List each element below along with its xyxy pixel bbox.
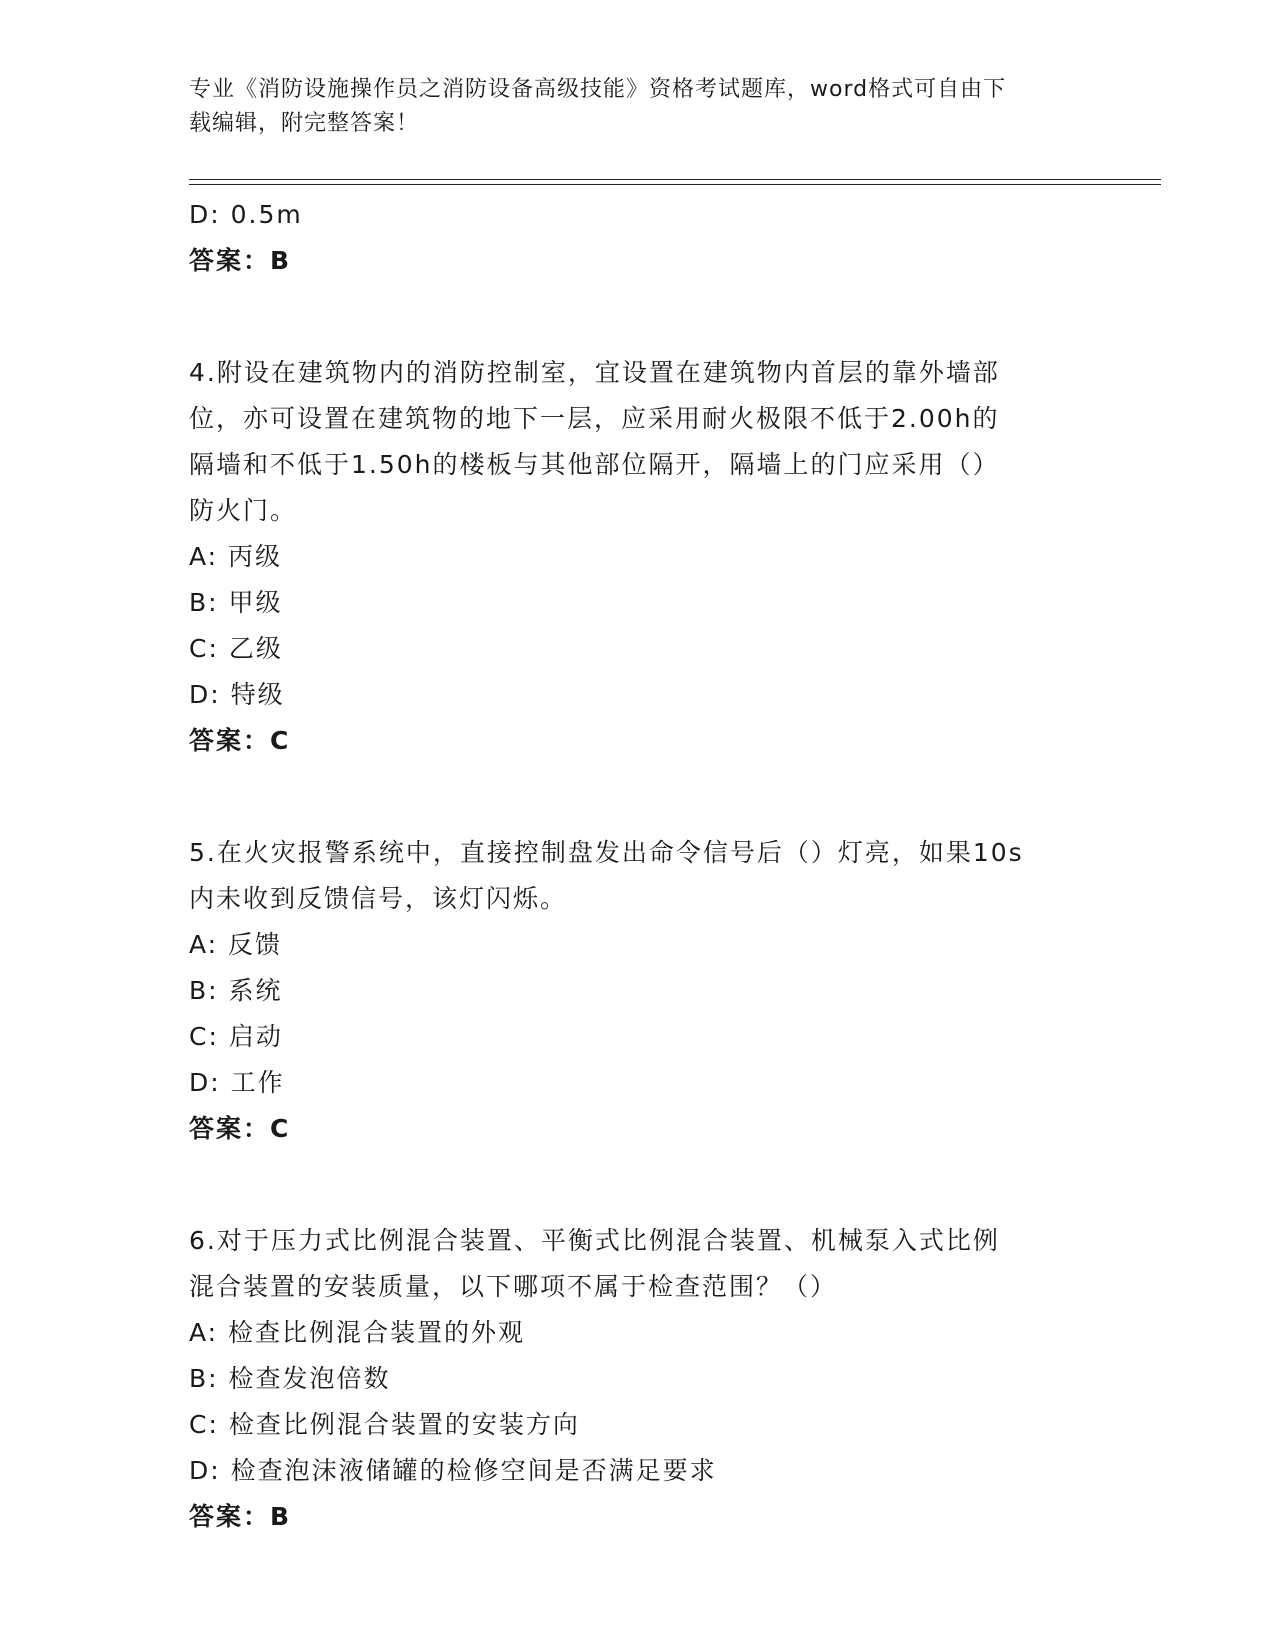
q3-option-d: D: 0.5m [189, 200, 303, 229]
q3-answer: 答案：B [189, 246, 292, 275]
question-6-text-line-1: 6.对于压力式比例混合装置、平衡式比例混合装置、机械泵入式比例 [189, 1226, 1000, 1255]
question-5-answer: 答案：C [189, 1114, 291, 1143]
question-5-option-d: D: 工作 [189, 1068, 285, 1097]
question-4-text-line-3: 隔墙和不低于1.50h的楼板与其他部位隔开，隔墙上的门应采用（） [189, 450, 1000, 479]
question-6-option-c: C: 检查比例混合装置的安装方向 [189, 1410, 580, 1439]
question-4-option-d: D: 特级 [189, 680, 285, 709]
question-4-text-line-4: 防火门。 [189, 496, 298, 525]
question-4-text-line-2: 位，亦可设置在建筑物的地下一层，应采用耐火极限不低于2.00h的 [189, 404, 1000, 433]
question-4-text-line-1: 4.附设在建筑物内的消防控制室，宜设置在建筑物内首层的靠外墙部 [189, 358, 1000, 387]
question-6-answer: 答案：B [189, 1502, 292, 1531]
question-5-option-c: C: 启动 [189, 1022, 283, 1051]
question-5-text-line-1: 5.在火灾报警系统中，直接控制盘发出命令信号后（）灯亮，如果10s [189, 838, 1024, 867]
question-6 [189, 1218, 1089, 1540]
question-5-text-line-2: 内未收到反馈信号，该灯闪烁。 [189, 884, 568, 913]
question-content [189, 192, 1089, 1540]
spacer [189, 764, 1089, 830]
spacer [189, 1152, 1089, 1218]
question-4-option-c: C: 乙级 [189, 634, 283, 663]
question-5-option-a: A: 反馈 [189, 930, 283, 959]
question-6-option-d: D: 检查泡沫液储罐的检修空间是否满足要求 [189, 1456, 717, 1485]
header-line-1: 专业《消防设施操作员之消防设备高级技能》资格考试题库，word格式可自由下 [189, 77, 1007, 102]
question-5-option-b: B: 系统 [189, 976, 283, 1005]
question-4 [189, 350, 1089, 764]
header-line-2: 载编辑，附完整答案！ [189, 111, 420, 136]
question-6-option-a: A: 检查比例混合装置的外观 [189, 1318, 526, 1347]
question-4-option-a: A: 丙级 [189, 542, 283, 571]
header-divider-top [189, 179, 1161, 180]
question-5 [189, 830, 1089, 1152]
header-divider-bottom [189, 184, 1161, 185]
question-6-option-b: B: 检查发泡倍数 [189, 1364, 391, 1393]
document-header [189, 73, 1089, 141]
question-4-answer: 答案：C [189, 726, 291, 755]
spacer [189, 284, 1089, 350]
question-4-option-b: B: 甲级 [189, 588, 283, 617]
question-6-text-line-2: 混合装置的安装质量，以下哪项不属于检查范围？（） [189, 1272, 838, 1301]
